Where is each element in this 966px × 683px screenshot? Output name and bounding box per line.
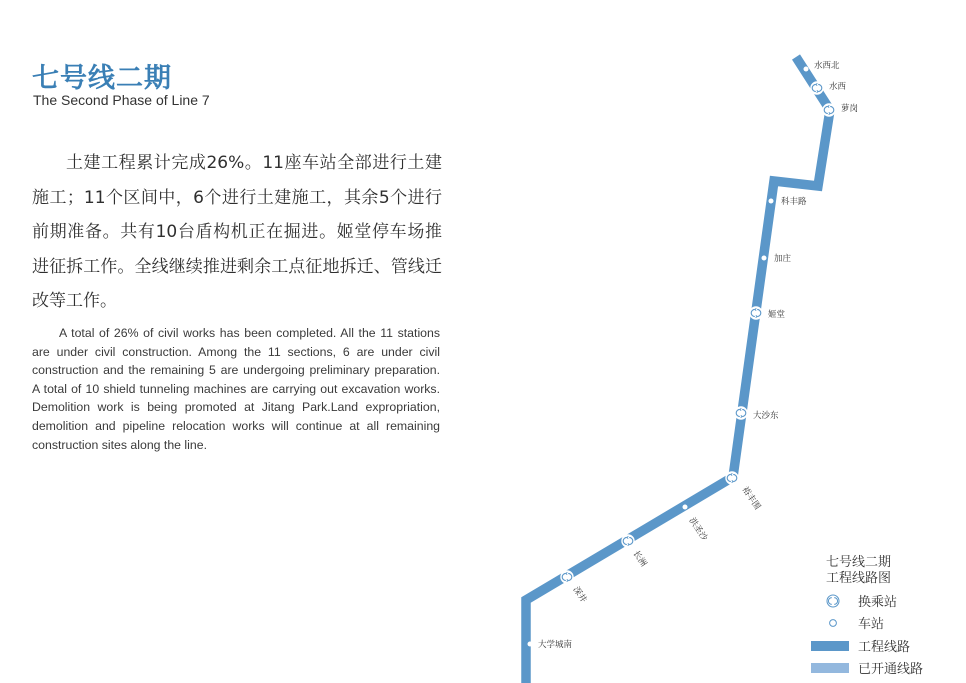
station-shuixi [811, 81, 847, 94]
svg-text:已开通线路: 已开通线路 [858, 662, 924, 677]
interchange-icon [750, 307, 762, 319]
legend-open-line [811, 661, 923, 677]
interchange-icon [726, 472, 738, 484]
svg-text:大沙东: 大沙东 [753, 411, 779, 421]
legend-title-line1: 七号线二期 [826, 555, 892, 570]
description-english: A total of 26% of civil works has been completed. All the 11 stations are under civil construction. Among the 11 sections, 6 are under civil construction and the remaining 5 are undergoing preliminary preparation. A total of 10 shield tunneling machines are carrying out excavation works. Demolition work is being promoted at Jitang Park.Land expropriation, demolition and pipeline relocation works will continue at all remaining construction sites along the line. [32, 326, 440, 452]
svg-text:深井: 深井 [570, 585, 589, 605]
svg-text:水西北: 水西北 [814, 61, 840, 71]
station-jitang [750, 307, 786, 320]
legend-title-line2: 工程线路图 [826, 571, 892, 586]
station-dashadong [735, 407, 779, 421]
interchange-icon [735, 407, 747, 419]
page-title: 七号线二期 [32, 63, 172, 94]
svg-text:科丰路: 科丰路 [781, 197, 807, 207]
svg-text:换乘站: 换乘站 [858, 595, 898, 610]
svg-text:加庄: 加庄 [774, 254, 792, 264]
svg-text:车站: 车站 [858, 617, 885, 632]
legend-station [830, 616, 884, 632]
svg-text:水西: 水西 [829, 82, 847, 92]
svg-text:萝岗: 萝岗 [841, 104, 859, 114]
interchange-icon [561, 571, 573, 583]
svg-text:洪圣沙: 洪圣沙 [686, 516, 710, 543]
svg-text:工程线路: 工程线路 [858, 640, 911, 655]
interchange-icon [622, 535, 634, 547]
station-hongshengsha [683, 505, 711, 544]
svg-text:长洲: 长洲 [630, 549, 649, 569]
station-daxuecheng-south [528, 639, 573, 650]
svg-text:裕丰围: 裕丰围 [739, 485, 763, 512]
station-luogang [823, 103, 858, 116]
interchange-icon [823, 104, 835, 116]
page-subtitle: The Second Phase of Line 7 [33, 92, 210, 108]
map-legend [811, 554, 923, 677]
legend-interchange [827, 594, 897, 610]
legend-construction-line [811, 639, 910, 655]
interchange-icon [811, 82, 823, 94]
svg-text:姬堂: 姬堂 [768, 310, 786, 320]
station-yufengwei [726, 472, 763, 512]
description-chinese: 土建工程累计完成26%。11座车站全部进行土建施工；11个区间中，6个进行土建施工，其余5个进行前期准备。共有10台盾构机正在掘进。姬堂停车场推进征拆工作。全线继续推进剩余工点征地拆迁、管线迁改等工作。 [32, 153, 442, 311]
svg-text:大学城南: 大学城南 [538, 640, 573, 650]
